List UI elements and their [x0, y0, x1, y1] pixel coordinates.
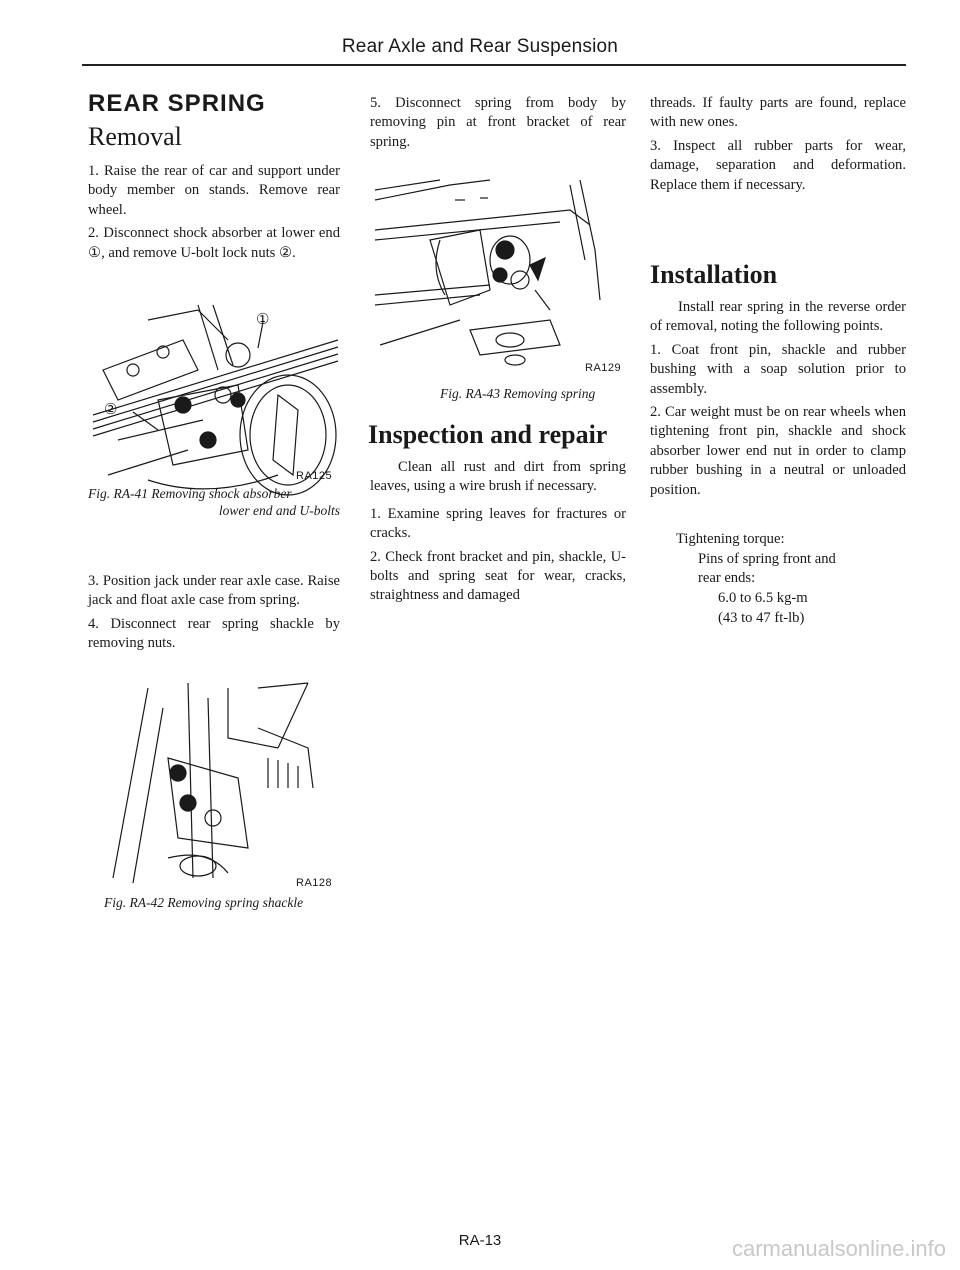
fig41-caption-line2: lower end and U-bolts: [218, 502, 340, 518]
installation-body: [650, 298, 906, 504]
installation-step-1: 1. Coat front pin, shackle and rubber bushing with a soap solution prior to assembly.: [650, 341, 906, 397]
torque-item-2: rear ends:: [698, 570, 756, 587]
fig41-code: RA125: [296, 470, 333, 482]
installation-title: Installation: [650, 260, 778, 289]
tightening-torque: [676, 530, 906, 628]
inspection-step-3: 3. Inspect all rubber parts for wear, damage, separation and deformation. Replace them if necessary.: [650, 137, 906, 193]
section-title: REAR SPRING: [88, 90, 266, 117]
fig42-caption: Fig. RA-42 Removing spring shackle: [104, 895, 304, 910]
removal-step-2: 2. Disconnect shock absorber at lower end ①, and remove U-bolt lock nuts ②.: [88, 225, 340, 261]
torque-value-metric: 6.0 to 6.5 kg-m: [718, 590, 808, 607]
removal-step-4: 4. Disconnect rear spring shackle by removing nuts.: [88, 615, 340, 652]
fig43-caption: Fig. RA-43 Removing spring: [440, 386, 596, 401]
fig43-code: RA129: [585, 362, 622, 374]
subsection-title-removal: Removal: [88, 122, 182, 151]
fig-ra42-illustration: [108, 678, 340, 890]
fig41-callout-1: ①: [256, 312, 270, 328]
fig41-caption: [88, 486, 340, 520]
torque-label: Tightening torque:: [676, 531, 785, 547]
installation-step-2: 2. Car weight must be on rear wheels when tightening front pin, shackle and shock absorber lower end nut in order to clamp rubber bushing in a neutral or unloaded position.: [650, 404, 906, 498]
torque-value-imperial: (43 to 47 ft-lb): [718, 609, 805, 626]
inspection-continued-text: threads. If faulty parts are found, replace with new ones.: [650, 95, 906, 131]
inspection-intro: Clean all rust and dirt from spring leaves, using a wire brush if necessary.: [370, 459, 626, 495]
inspection-step-2: 2. Check front bracket and pin, shackle, U-bolts and spring seat for wear, cracks, straightness and damaged: [370, 548, 626, 604]
fig41-callout-2: ②: [104, 402, 118, 418]
page-number: RA-13: [458, 1232, 502, 1249]
running-header: Rear Axle and Rear Suspension: [341, 36, 619, 57]
inspection-step-1: 1. Examine spring leaves for fractures or cracks.: [370, 505, 626, 542]
fig-ra43-illustration: [370, 170, 626, 370]
inspection-continued: [650, 94, 906, 199]
fig42-code: RA128: [296, 877, 333, 889]
watermark-text: carmanualsonline.info: [731, 1236, 946, 1261]
installation-intro: Install rear spring in the reverse order of removal, noting the following points.: [650, 299, 906, 335]
torque-item: Pins of spring front and: [698, 550, 836, 567]
inspection-body: [370, 458, 626, 610]
removal-steps-3-4: [88, 572, 340, 658]
inspection-title: Inspection and repair: [368, 420, 608, 449]
removal-step-1: 1. Raise the rear of car and support under body member on stands. Remove rear wheel.: [88, 163, 340, 218]
header-rule: [82, 64, 906, 66]
removal-step-5: [370, 94, 626, 156]
removal-step-5-text: 5. Disconnect spring from body by removing pin at front bracket of rear spring.: [370, 95, 626, 150]
removal-step-3: 3. Position jack under rear axle case. Raise jack and float axle case from spring.: [88, 573, 340, 609]
removal-steps-1-2: [88, 162, 340, 267]
fig41-caption-line1: Fig. RA-41 Removing shock absorber: [88, 486, 292, 501]
